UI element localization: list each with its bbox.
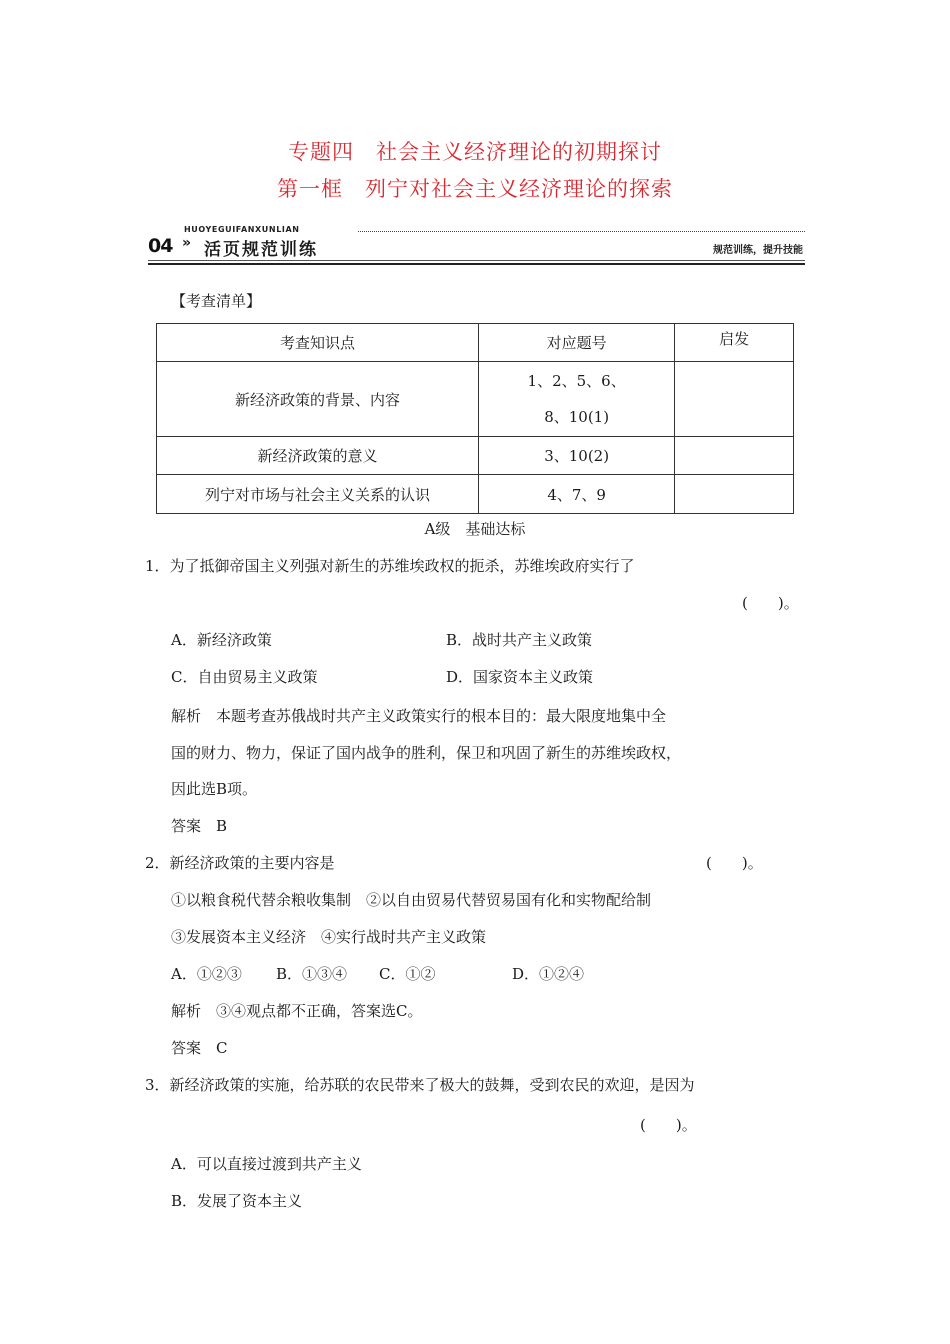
option: D．国家资本主义政策 [446, 668, 594, 686]
banner-slogan: 规范训练，提升技能 [713, 245, 803, 256]
statement-line: ①以粮食税代替余粮收集制 ②以自由贸易代替贸易国有化和实物配给制 [171, 891, 652, 909]
analysis-line: 解析 本题考查苏俄战时共产主义政策实行的根本目的：最大限度地集中全 [171, 707, 667, 725]
answer-line: 答案 B [171, 817, 228, 835]
table-cell-point: 列宁对市场与社会主义关系的认识 [157, 475, 479, 514]
table-row [157, 362, 794, 437]
option: B．战时共产主义政策 [446, 631, 593, 649]
table-cell-point: 新经济政策的意义 [157, 437, 479, 475]
training-banner [148, 225, 805, 265]
analysis-line: 因此选B项。 [171, 780, 258, 798]
level-heading: A级 基础达标 [424, 520, 526, 538]
table-row [157, 437, 794, 475]
question-stem: 3．新经济政策的实施，给苏联的农民带来了极大的鼓舞，受到农民的欢迎，是因为 [145, 1076, 695, 1094]
answer-blank: ( )。 [742, 594, 799, 612]
analysis-line: 国的财力、物力，保证了国内战争的胜利，保卫和巩固了新生的苏维埃政权， [171, 744, 682, 762]
analysis-line: 解析 ③④观点都不正确，答案选C。 [171, 1002, 423, 1020]
table-cell-numbers [478, 362, 674, 437]
table-header-row [157, 324, 794, 362]
banner-name: 活页规范训练 [204, 240, 318, 260]
option: A．①②③ [171, 965, 242, 983]
numbers-line: 1、2、5、6、 [527, 372, 626, 390]
banner-rule-thin [148, 260, 805, 261]
table-cell-numbers: 3、10(2) [478, 437, 674, 475]
banner-arrows-icon: » [182, 235, 192, 251]
table-cell-hint [675, 437, 794, 475]
answer-line: 答案 C [171, 1039, 228, 1057]
banner-dotted-rule [358, 231, 805, 232]
column-header-numbers: 对应题号 [478, 324, 674, 362]
option: C．自由贸易主义政策 [171, 668, 318, 686]
option: D．①②④ [512, 965, 585, 983]
question-stem: 1．为了抵御帝国主义列强对新生的苏维埃政权的扼杀，苏维埃政府实行了 [145, 557, 635, 575]
numbers-line: 8、10(1) [544, 408, 610, 426]
column-header-point: 考查知识点 [157, 324, 479, 362]
option: B．①③④ [276, 965, 348, 983]
option: C．①② [379, 965, 436, 983]
table-cell-point: 新经济政策的背景、内容 [157, 362, 479, 437]
banner-rule-thick [148, 263, 805, 265]
answer-blank: ( )。 [706, 854, 763, 872]
table-row [157, 475, 794, 514]
column-header-hint: 启发 [675, 324, 794, 362]
banner-pinyin: HUOYEGUIFANXUNLIAN [184, 225, 300, 234]
answer-blank: ( )。 [640, 1116, 697, 1134]
table-cell-hint [675, 362, 794, 437]
question-stem: 2．新经济政策的主要内容是 [145, 854, 335, 872]
table-cell-hint [675, 475, 794, 514]
table-cell-numbers: 4、7、9 [478, 475, 674, 514]
checklist-table [156, 323, 794, 514]
option: B．发展了资本主义 [171, 1192, 303, 1210]
banner-number: 04 [148, 235, 173, 257]
option: A．可以直接过渡到共产主义 [171, 1155, 362, 1173]
option: A．新经济政策 [171, 631, 272, 649]
checklist-heading: 【考查清单】 [171, 292, 262, 310]
section-title: 第一框 列宁对社会主义经济理论的探索 [277, 177, 673, 201]
chapter-title: 专题四 社会主义经济理论的初期探讨 [288, 140, 662, 164]
statement-line: ③发展资本主义经济 ④实行战时共产主义政策 [171, 928, 487, 946]
